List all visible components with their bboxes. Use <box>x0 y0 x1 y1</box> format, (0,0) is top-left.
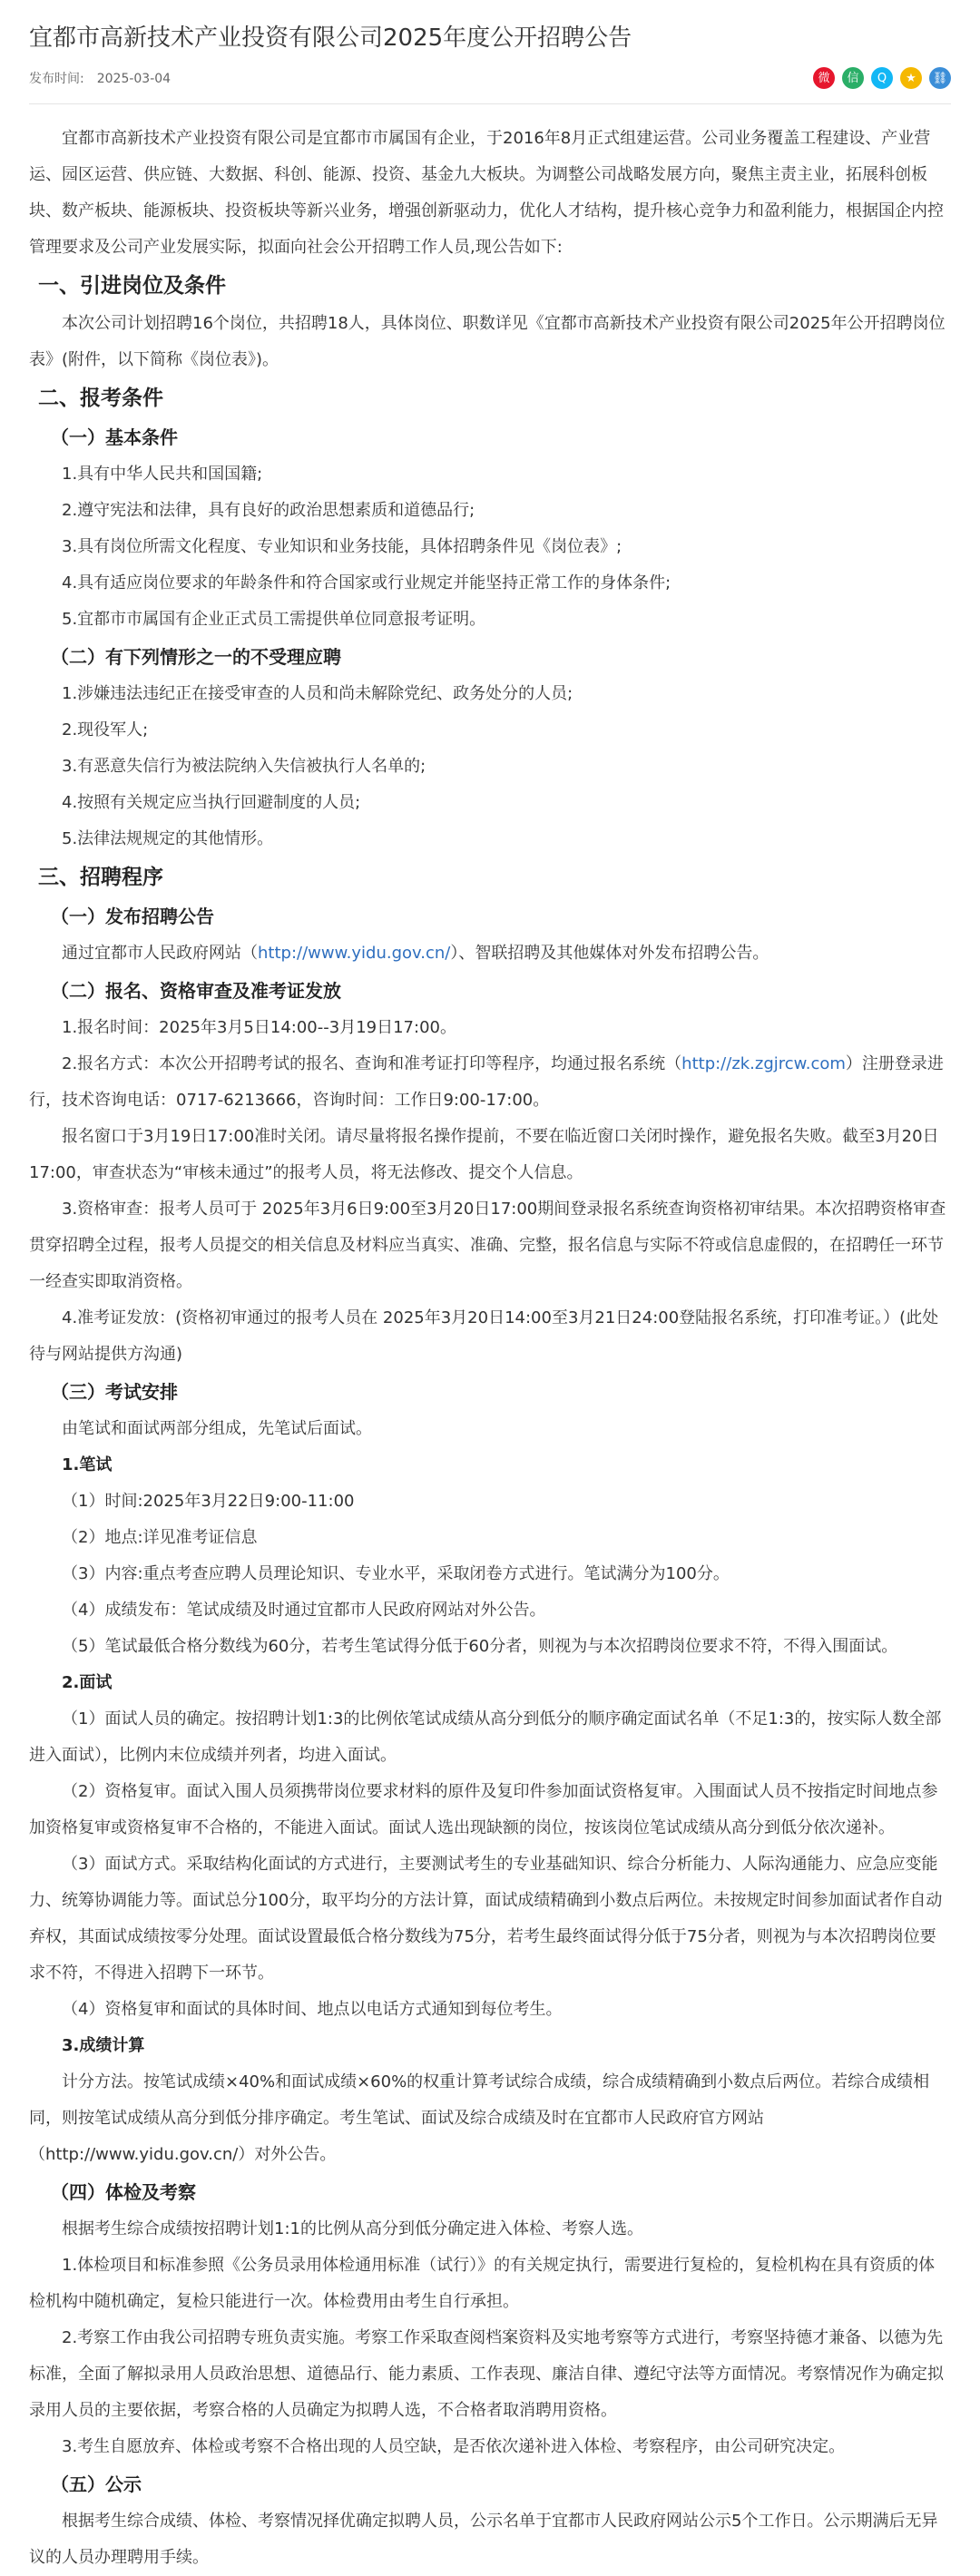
text: ）对外公告。 <box>238 2145 337 2164</box>
gov-website-link[interactable]: http://www.yidu.gov.cn/ <box>258 944 451 963</box>
text: 2.报名方式：本次公开招聘考试的报名、查询和准考证打印等程序，均通过报名系统（ <box>62 1054 682 1073</box>
subsection-heading: （一）发布招聘公告 <box>51 906 214 927</box>
list-item: （1）时间:2025年3月22日9:00-11:00 <box>62 1492 355 1511</box>
list-item: （2）地点:详见准考证信息 <box>62 1528 258 1547</box>
list-item: 1.涉嫌违法违纪正在接受审查的人员和尚未解除党纪、政务处分的人员; <box>62 684 573 703</box>
list-item: （2）资格复审。面试入围人员须携带岗位要求材料的原件及复印件参加面试资格复审。入围面试人员不按指定时间地点参加资格复审或资格复审不合格的，不能进入面试。面试人选出现缺额的岗位，按该岗位笔试成绩从高分到低分依次递补。 <box>29 1782 938 1837</box>
list-item: 2.现役军人; <box>62 720 149 739</box>
section-heading: 二、报考条件 <box>38 387 163 410</box>
list-item: 5.法律法规规定的其他情形。 <box>62 829 274 848</box>
list-item: 4.按照有关规定应当执行回避制度的人员; <box>62 793 361 812</box>
subsection-heading: （二）有下列情形之一的不受理应聘 <box>51 646 341 668</box>
paragraph: 3.资格审查：报考人员可于 2025年3月6日9:00至3月20日17:00期间登录报名系统查询资格初审结果。本次招聘资格审查贯穿招聘全过程，报考人员提交的相关信息及材料应当真实、准确、完整，报名信息与实际不符或信息虚假的，在招聘任一环节一经查实即取消资格。 <box>29 1200 946 1291</box>
intro-paragraph: 宜都市高新技术产业投资有限公司是宜都市市属国有企业，于2016年8月正式组建运营。公司业务覆盖工程建设、产业营运、园区运营、供应链、大数据、科创、能源、投资、基金九大板块。为调整公司战略发展方向，聚焦主责主业，拓展科创板块、数产板块、能源板块、投资板块等新兴业务，增强创新驱动力，优化人才结构，提升核心竞争力和盈利能力，根据国企内控管理要求及公司产业发展实际，拟面向社会公开招聘工作人员,现公告如下: <box>29 129 944 257</box>
section-heading: 三、招聘程序 <box>38 866 163 889</box>
list-item: （4）资格复审和面试的具体时间、地点以电话方式通知到每位考生。 <box>62 2000 563 2019</box>
paragraph <box>29 1046 951 1119</box>
paragraph <box>29 935 951 972</box>
list-item: （3）面试方式。采取结构化面试的方式进行，主要测试考生的专业基础知识、综合分析能力、人际沟通能力、应急应变能力、统筹协调能力等。面试总分100分，取平均分的方法计算，面试成绩精确到小数点后两位。未按规定时间参加面试者作自动弃权，其面试成绩按零分处理。面试设置最低合格分数线为75分，若考生最终面试得分低于75分者，则视为与本次招聘岗位要求不符，不得进入招聘下一环节。 <box>29 1855 943 1983</box>
paragraph: 根据考生综合成绩按招聘计划1:1的比例从高分到低分确定进入体检、考察人选。 <box>62 2219 643 2238</box>
link-icon[interactable]: ⛓ <box>929 67 951 89</box>
subsection-heading: （五）公示 <box>51 2473 142 2495</box>
paragraph <box>29 2064 951 2173</box>
page-title: 宜都市高新技术产业投资有限公司2025年度公开招聘公告 <box>29 24 632 52</box>
subsection-heading: （二）报名、资格审查及准考证发放 <box>51 980 341 1002</box>
publish-info <box>29 69 183 87</box>
item-heading: 2.面试 <box>62 1673 113 1692</box>
subsection-heading: （三）考试安排 <box>51 1381 178 1403</box>
share-bar <box>813 67 951 89</box>
list-item: （3）内容:重点考查应聘人员理论知识、专业水平，采取闭卷方式进行。笔试满分为100分。 <box>62 1564 730 1583</box>
paragraph: 本次公司计划招聘16个岗位，共招聘18人，具体岗位、职数详见《宜都市高新技术产业投资有限公司2025年公开招聘岗位表》(附件，以下简称《岗位表》)。 <box>29 314 946 369</box>
item-heading: 1.笔试 <box>62 1455 113 1474</box>
paragraph: 由笔试和面试两部分组成，先笔试后面试。 <box>62 1419 372 1438</box>
subsection-heading: （一）基本条件 <box>51 426 178 448</box>
list-item: 3.考生自愿放弃、体检或考察不合格出现的人员空缺，是否依次递补进入体检、考察程序，由公司研究决定。 <box>62 2437 846 2456</box>
qq-icon[interactable]: Q <box>871 67 893 89</box>
list-item: 5.宜都市市属国有企业正式员工需提供单位同意报考证明。 <box>62 610 486 629</box>
text: 计分方法。按笔试成绩×40%和面试成绩×60%的权重计算考试综合成绩，综合成绩精确到小数点后两位。若综合成绩相同，则按笔试成绩从高分到低分排序确定。考生笔试、面试及综合成绩及时在宜都市人民政府官方网站（ <box>29 2072 930 2164</box>
publish-date: 2025-03-04 <box>96 72 172 86</box>
article-body <box>29 121 951 2576</box>
paragraph: 根据考生综合成绩、体检、考察情况择优确定拟聘人员，公示名单于宜都市人民政府网站公示5个工作日。公示期满后无异议的人员办理聘用手续。 <box>29 2512 938 2567</box>
paragraph: 报名窗口于3月19日17:00准时关闭。请尽量将报名操作提前，不要在临近窗口关闭时操作，避免报名失败。截至3月20日17:00，审查状态为“审核未通过”的报考人员，将无法修改、提交个人信息。 <box>29 1127 939 1182</box>
text: ）注册登录进行，技术咨询电话：0717-6213666，咨询时间：工作日9:00-17:00。 <box>29 1054 944 1110</box>
text: 通过宜都市人民政府网站（ <box>62 944 258 963</box>
subsection-heading: （四）体检及考察 <box>51 2181 196 2203</box>
paragraph: 1.报名时间：2025年3月5日14:00--3月19日17:00。 <box>62 1018 456 1037</box>
list-item: 3.具有岗位所需文化程度、专业知识和业务技能，具体招聘条件见《岗位表》; <box>62 537 622 556</box>
item-heading: 3.成绩计算 <box>62 2036 145 2055</box>
gov-website-url: http://www.yidu.gov.cn/ <box>45 2145 239 2164</box>
list-item: （4）成绩发布：笔试成绩及时通过宜都市人民政府网站对外公告。 <box>62 1601 546 1620</box>
list-item: （1）面试人员的确定。按招聘计划1:3的比例依笔试成绩从高分到低分的顺序确定面试名单（不足1:3的，按实际人数全部进入面试），比例内末位成绩并列者，均进入面试。 <box>29 1709 942 1765</box>
wechat-icon[interactable]: 信 <box>842 67 864 89</box>
text: ）、智联招聘及其他媒体对外发布招聘公告。 <box>450 944 769 963</box>
list-item: 2.遵守宪法和法律，具有良好的政治思想素质和道德品行; <box>62 501 475 520</box>
article-meta <box>29 67 951 89</box>
list-item: （5）笔试最低合格分数线为60分，若考生笔试得分低于60分者，则视为与本次招聘岗位要求不符，不得入围面试。 <box>62 1637 898 1656</box>
paragraph: 4.准考证发放：(资格初审通过的报考人员在 2025年3月20日14:00至3月21日24:00登陆报名系统，打印准考证。）(此处待与网站提供方沟通) <box>29 1308 939 1364</box>
qzone-icon[interactable]: ★ <box>900 67 922 89</box>
list-item: 1.体检项目和标准参照《公务员录用体检通用标准（试行）》的有关规定执行，需要进行复检的，复检机构在具有资质的体检机构中随机确定，复检只能进行一次。体检费用由考生自行承担。 <box>29 2256 936 2311</box>
publish-label: 发布时间: <box>29 72 84 86</box>
section-heading: 一、引进岗位及条件 <box>38 274 226 298</box>
divider <box>29 103 951 104</box>
weibo-icon[interactable]: 微 <box>813 67 835 89</box>
list-item: 3.有恶意失信行为被法院纳入失信被执行人名单的; <box>62 757 426 776</box>
list-item: 4.具有适应岗位要求的年龄条件和符合国家或行业规定并能坚持正常工作的身体条件; <box>62 573 671 593</box>
list-item: 2.考察工作由我公司招聘专班负责实施。考察工作采取查阅档案资料及实地考察等方式进行，考察坚持德才兼备、以德为先标准，全面了解拟录用人员政治思想、道德品行、能力素质、工作表现、廉洁自律、遵纪守法等方面情况。考察情况作为确定拟录用人员的主要依据，考察合格的人员确定为拟聘人选，不合格者取消聘用资格。 <box>29 2328 944 2420</box>
list-item: 1.具有中华人民共和国国籍; <box>62 465 263 484</box>
registration-link[interactable]: http://zk.zgjrcw.com <box>681 1054 846 1073</box>
